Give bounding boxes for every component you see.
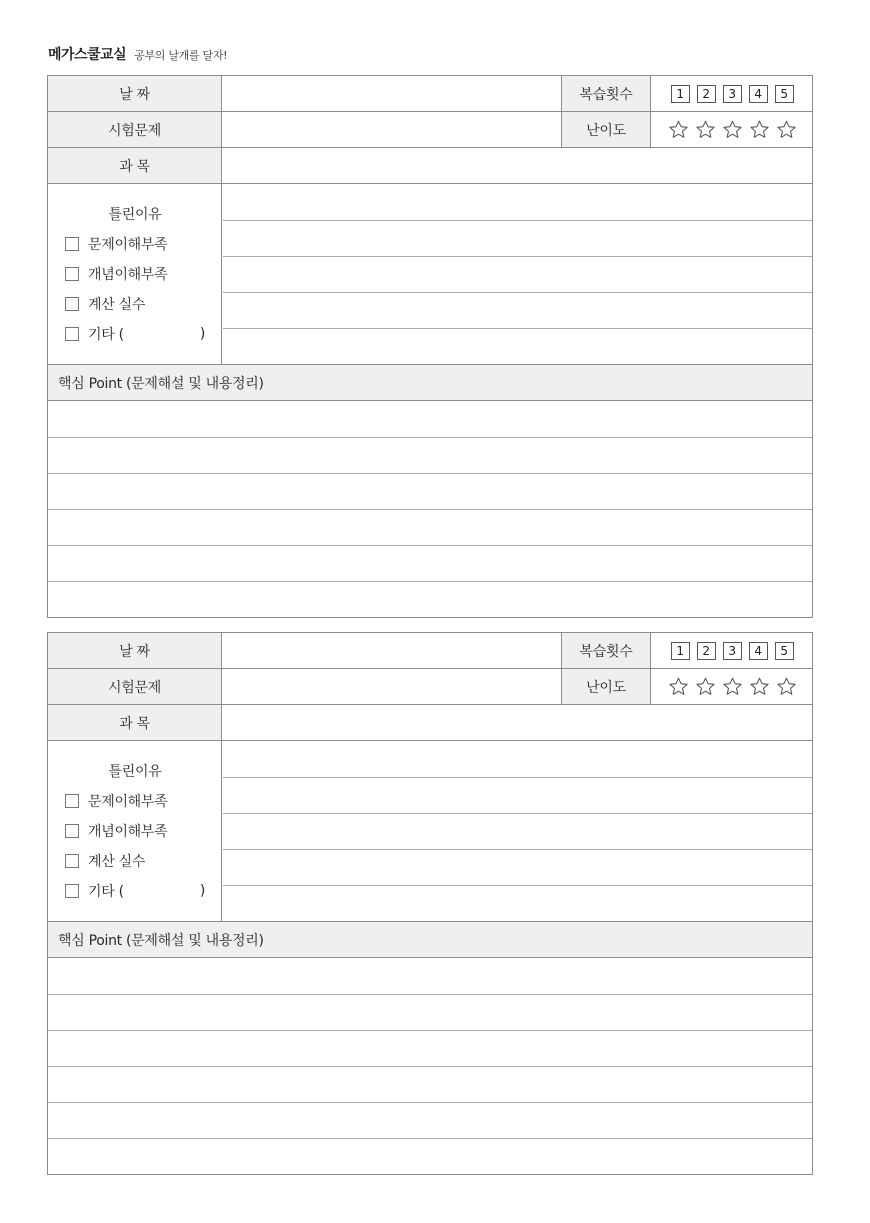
subject-field[interactable] [223, 148, 812, 183]
checkbox-icon[interactable] [65, 884, 79, 898]
writing-line [223, 292, 812, 293]
reason-label: 계산 실수 [88, 854, 146, 870]
date-label: 날 짜 [48, 633, 222, 668]
star-outline-icon[interactable] [668, 119, 689, 140]
other-close-paren: ) [199, 326, 205, 342]
star-outline-icon[interactable] [695, 676, 716, 697]
writing-line [223, 220, 812, 221]
writing-line [223, 849, 812, 850]
checkbox-icon[interactable] [65, 794, 79, 808]
brand-title: 메가스쿨교실 [48, 47, 127, 63]
reason-option[interactable] [65, 852, 215, 870]
subject-label: 과 목 [48, 148, 222, 183]
writing-line [48, 473, 812, 474]
review-count-label: 복습횟수 [562, 76, 651, 111]
wrong-reason-title: 틀린이유 [108, 764, 162, 780]
other-close-paren: ) [199, 883, 205, 899]
problem-row [48, 669, 812, 705]
star-outline-icon[interactable] [668, 676, 689, 697]
difficulty-label: 난이도 [562, 669, 651, 704]
problem-field[interactable] [223, 669, 562, 704]
writing-line [223, 813, 812, 814]
writing-line [48, 437, 812, 438]
date-field[interactable] [223, 76, 562, 111]
writing-line [223, 328, 812, 329]
reason-option[interactable] [65, 235, 215, 253]
reason-label: 기타 ( [88, 884, 124, 900]
subject-row [48, 705, 812, 741]
checkbox-icon[interactable] [65, 237, 79, 251]
reason-option[interactable] [65, 882, 215, 900]
review-box[interactable]: 1 [671, 642, 690, 660]
reason-option[interactable] [65, 792, 215, 810]
review-count-field [652, 76, 812, 111]
problem-row [48, 112, 812, 148]
writing-line [48, 1030, 812, 1031]
writing-line [48, 1138, 812, 1139]
key-point-header: 핵심 Point (문제해설 및 내용정리) [48, 365, 812, 401]
reason-label: 문제이해부족 [88, 237, 168, 253]
reason-option[interactable] [65, 822, 215, 840]
review-box[interactable]: 5 [775, 85, 794, 103]
reason-label: 계산 실수 [88, 297, 146, 313]
writing-line [48, 581, 812, 582]
writing-line [48, 1066, 812, 1067]
difficulty-field [652, 669, 812, 704]
wrong-reason-options [48, 184, 222, 364]
problem-label: 시험문제 [48, 669, 222, 704]
review-box[interactable]: 2 [697, 85, 716, 103]
difficulty-label: 난이도 [562, 112, 651, 147]
reason-label: 기타 ( [88, 327, 124, 343]
checkbox-icon[interactable] [65, 267, 79, 281]
star-outline-icon[interactable] [776, 676, 797, 697]
star-outline-icon[interactable] [722, 676, 743, 697]
star-outline-icon[interactable] [776, 119, 797, 140]
checkbox-icon[interactable] [65, 854, 79, 868]
review-box[interactable]: 1 [671, 85, 690, 103]
date-field[interactable] [223, 633, 562, 668]
checkbox-icon[interactable] [65, 327, 79, 341]
review-box[interactable]: 2 [697, 642, 716, 660]
reason-label: 개념이해부족 [88, 824, 168, 840]
subject-label: 과 목 [48, 705, 222, 740]
review-count-label: 복습횟수 [562, 633, 651, 668]
slogan: 공부의 날개를 달자! [134, 49, 228, 62]
key-point-header: 핵심 Point (문제해설 및 내용정리) [48, 922, 812, 958]
problem-field[interactable] [223, 112, 562, 147]
page-header [48, 44, 227, 64]
star-outline-icon[interactable] [722, 119, 743, 140]
reason-label: 문제이해부족 [88, 794, 168, 810]
star-outline-icon[interactable] [695, 119, 716, 140]
review-sheet [47, 75, 813, 618]
difficulty-field [652, 112, 812, 147]
writing-line [223, 885, 812, 886]
wrong-reason-title: 틀린이유 [108, 207, 162, 223]
problem-label: 시험문제 [48, 112, 222, 147]
review-sheet [47, 632, 813, 1175]
writing-line [48, 545, 812, 546]
checkbox-icon[interactable] [65, 824, 79, 838]
reason-option[interactable] [65, 265, 215, 283]
date-row [48, 633, 812, 669]
checkbox-icon[interactable] [65, 297, 79, 311]
writing-line [48, 994, 812, 995]
star-outline-icon[interactable] [749, 119, 770, 140]
review-box[interactable]: 5 [775, 642, 794, 660]
writing-line [223, 256, 812, 257]
subject-field[interactable] [223, 705, 812, 740]
date-row [48, 76, 812, 112]
review-box[interactable]: 4 [749, 642, 768, 660]
wrong-reason-section [48, 184, 812, 365]
review-count-field [652, 633, 812, 668]
writing-line [48, 509, 812, 510]
star-outline-icon[interactable] [749, 676, 770, 697]
subject-row [48, 148, 812, 184]
reason-option[interactable] [65, 325, 215, 343]
review-box[interactable]: 4 [749, 85, 768, 103]
wrong-reason-options [48, 741, 222, 921]
wrong-reason-section [48, 741, 812, 922]
writing-line [48, 1102, 812, 1103]
review-box[interactable]: 3 [723, 642, 742, 660]
date-label: 날 짜 [48, 76, 222, 111]
reason-option[interactable] [65, 295, 215, 313]
review-box[interactable]: 3 [723, 85, 742, 103]
reason-label: 개념이해부족 [88, 267, 168, 283]
writing-line [223, 777, 812, 778]
